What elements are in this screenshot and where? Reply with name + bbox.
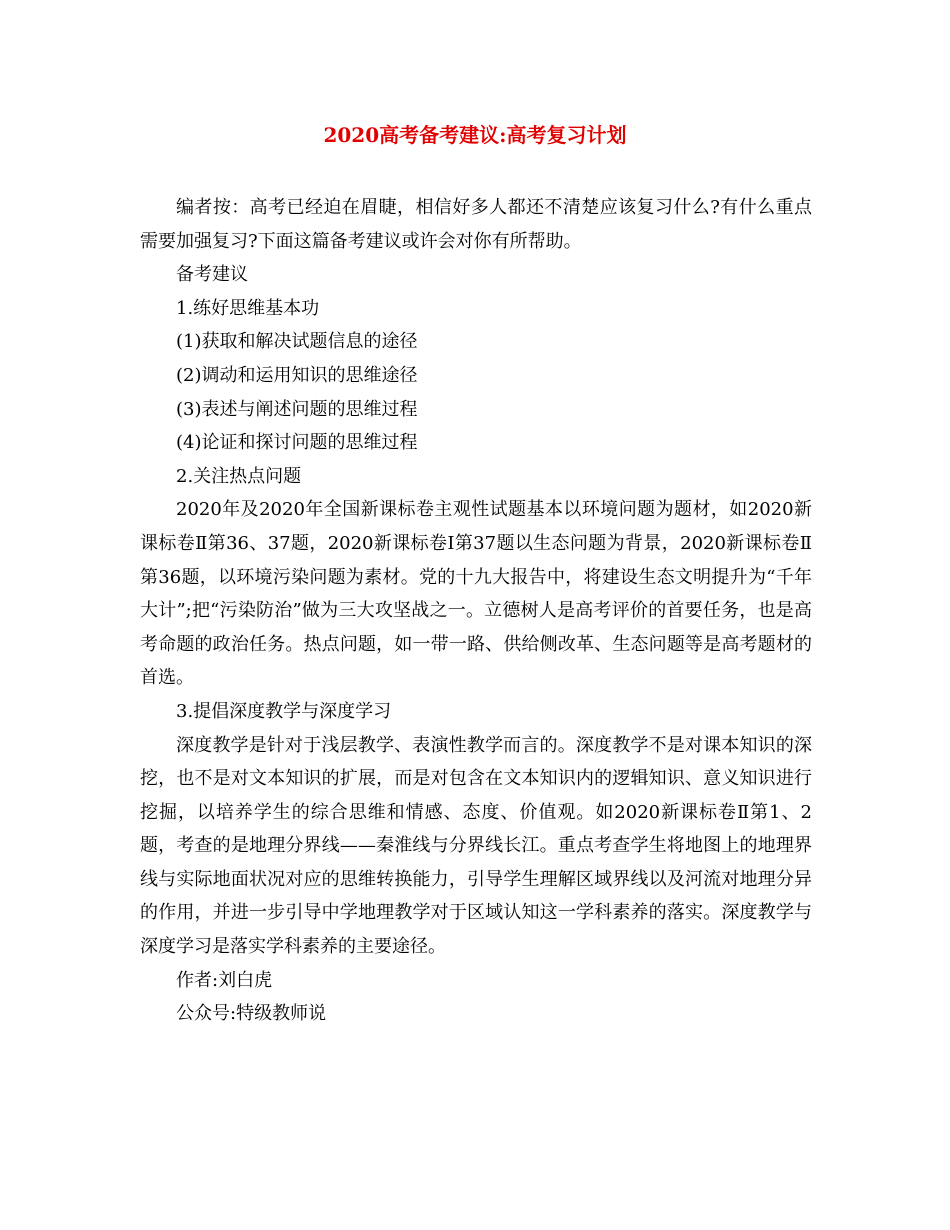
section-heading-suggestions: 备考建议	[176, 264, 248, 286]
list-item: (1)获取和解决试题信息的途径	[176, 331, 418, 353]
hot-topics-paragraph: 2020年及2020年全国新课标卷主观性试题基本以环境问题为题材，如2020新课标卷Ⅱ第36、37题，2020新课标卷Ⅰ第37题以生态问题为背景，2020新课标卷Ⅱ第36题，以环境污染问题为素材。党的十九大报告中，将建设生态文明提升为“千年大计”;把“污染防治”做为三大攻坚战之一。立德树人是高考评价的首要任务，也是高考命题的政治任务。热点问题，如一带一路、供给侧改革、生态问题等是高考题材的首选。	[140, 499, 812, 689]
heading-1: 1.练好思维基本功	[176, 297, 320, 319]
author-line: 作者:刘白虎	[176, 969, 273, 991]
document-title: 2020高考备考建议:高考复习计划	[323, 123, 627, 147]
heading-2: 2.关注热点问题	[176, 465, 302, 487]
editor-note-paragraph: 编者按：高考已经迫在眉睫，相信好多人都还不清楚应该复习什么?有什么重点需要加强复习?下面这篇备考建议或许会对你有所帮助。	[140, 197, 812, 252]
list-item: (2)调动和运用知识的思维途径	[176, 364, 418, 386]
heading-3: 3.提倡深度教学与深度学习	[176, 700, 392, 722]
list-item: (3)表述与阐述问题的思维过程	[176, 398, 418, 420]
document-body	[140, 191, 812, 1031]
list-item: (4)论证和探讨问题的思维过程	[176, 432, 418, 454]
public-account-line: 公众号:特级教师说	[176, 1003, 327, 1025]
deep-teaching-paragraph: 深度教学是针对于浅层教学、表演性教学而言的。深度教学不是对课本知识的深挖，也不是对文本知识的扩展，而是对包含在文本知识内的逻辑知识、意义知识进行挖掘，以培养学生的综合思维和情感、态度、价值观。如2020新课标卷Ⅱ第1、2题，考查的是地理分界线——秦淮线与分界线长江。重点考查学生将地图上的地理界线与实际地面状况对应的思维转换能力，引导学生理解区域界线以及河流对地理分异的作用，并进一步引导中学地理教学对于区域认知这一学科素养的落实。深度教学与深度学习是落实学科素养的主要途径。	[140, 734, 812, 958]
